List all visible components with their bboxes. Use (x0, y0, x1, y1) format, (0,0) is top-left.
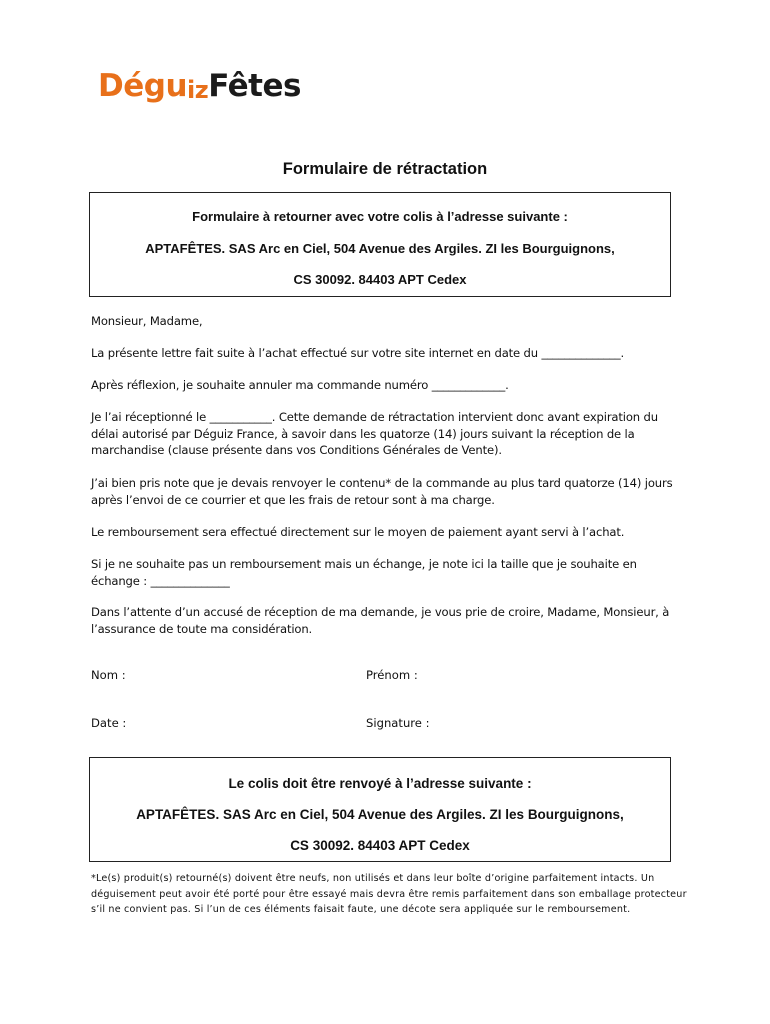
paragraph-exchange: Si je ne souhaite pas un remboursement mais un échange, je note ici la taille que je souhaite en échange : ______________ (91, 557, 637, 588)
field-date-label: Date : (91, 716, 127, 730)
field-signature-label: Signature : (366, 716, 430, 730)
paragraph-refund: Le remboursement sera effectué directement sur le moyen de paiement ayant servi à l’achat. (91, 525, 625, 539)
paragraph-reception: Je l’ai réceptionné le ___________. Cette demande de rétractation intervient donc avant expiration du délai autorisé par Déguiz France, à savoir dans les quatorze (14) jours suivant la réception de la marchandise (clause présente dans vos Conditions Générales de Vente). (91, 410, 658, 457)
logo-text-part2: iz (187, 76, 209, 104)
salutation: Monsieur, Madame, (91, 314, 203, 328)
paragraph-purchase-date: La présente lettre fait suite à l’achat effectué sur votre site internet en date du ______________. (91, 346, 625, 360)
shipping-address-line2: CS 30092. 84403 APT Cedex (290, 838, 470, 853)
paragraph-closing: Dans l’attente d’un accusé de réception de ma demande, je vous prie de croire, Madame, Monsieur, à l’assurance de toute ma considération. (91, 605, 670, 636)
field-nom-label: Nom : (91, 668, 126, 682)
return-address-line1: APTAFÊTES. SAS Arc en Ciel, 504 Avenue des Argiles. ZI les Bourguignons, (145, 241, 615, 256)
return-instruction: Formulaire à retourner avec votre colis à l’adresse suivante : (192, 209, 568, 224)
paragraph-return-terms: J’ai bien pris note que je devais renvoyer le contenu* de la commande au plus tard quatorze (14) jours après l’envoi de ce courrier et que les frais de retour sont à ma charge. (91, 476, 673, 507)
shipping-address-box (89, 757, 671, 862)
field-prenom-label: Prénom : (366, 668, 418, 682)
logo-text-part3: Fêtes (208, 68, 301, 104)
page-title: Formulaire de rétractation (282, 160, 488, 178)
logo-text-part1: Dégu (98, 68, 188, 104)
brand-logo (98, 62, 301, 102)
paragraph-order-number: Après réflexion, je souhaite annuler ma commande numéro _____________. (91, 378, 509, 392)
shipping-address-line1: APTAFÊTES. SAS Arc en Ciel, 504 Avenue des Argiles. ZI les Bourguignons, (136, 807, 624, 822)
footnote: *Le(s) produit(s) retourné(s) doivent être neufs, non utilisés et dans leur boîte d’origine parfaitement intacts. Un déguisement peut avoir été porté pour être essayé mais devra être remis parfaitement dans son emballage protecteur s’il ne convient pas. Si l’un de ces éléments faisait faute, une décote sera appliquée sur le remboursement. (91, 873, 687, 915)
return-address-line2: CS 30092. 84403 APT Cedex (293, 272, 467, 287)
shipping-instruction: Le colis doit être renvoyé à l’adresse suivante : (228, 776, 532, 791)
return-address-box (89, 192, 671, 297)
